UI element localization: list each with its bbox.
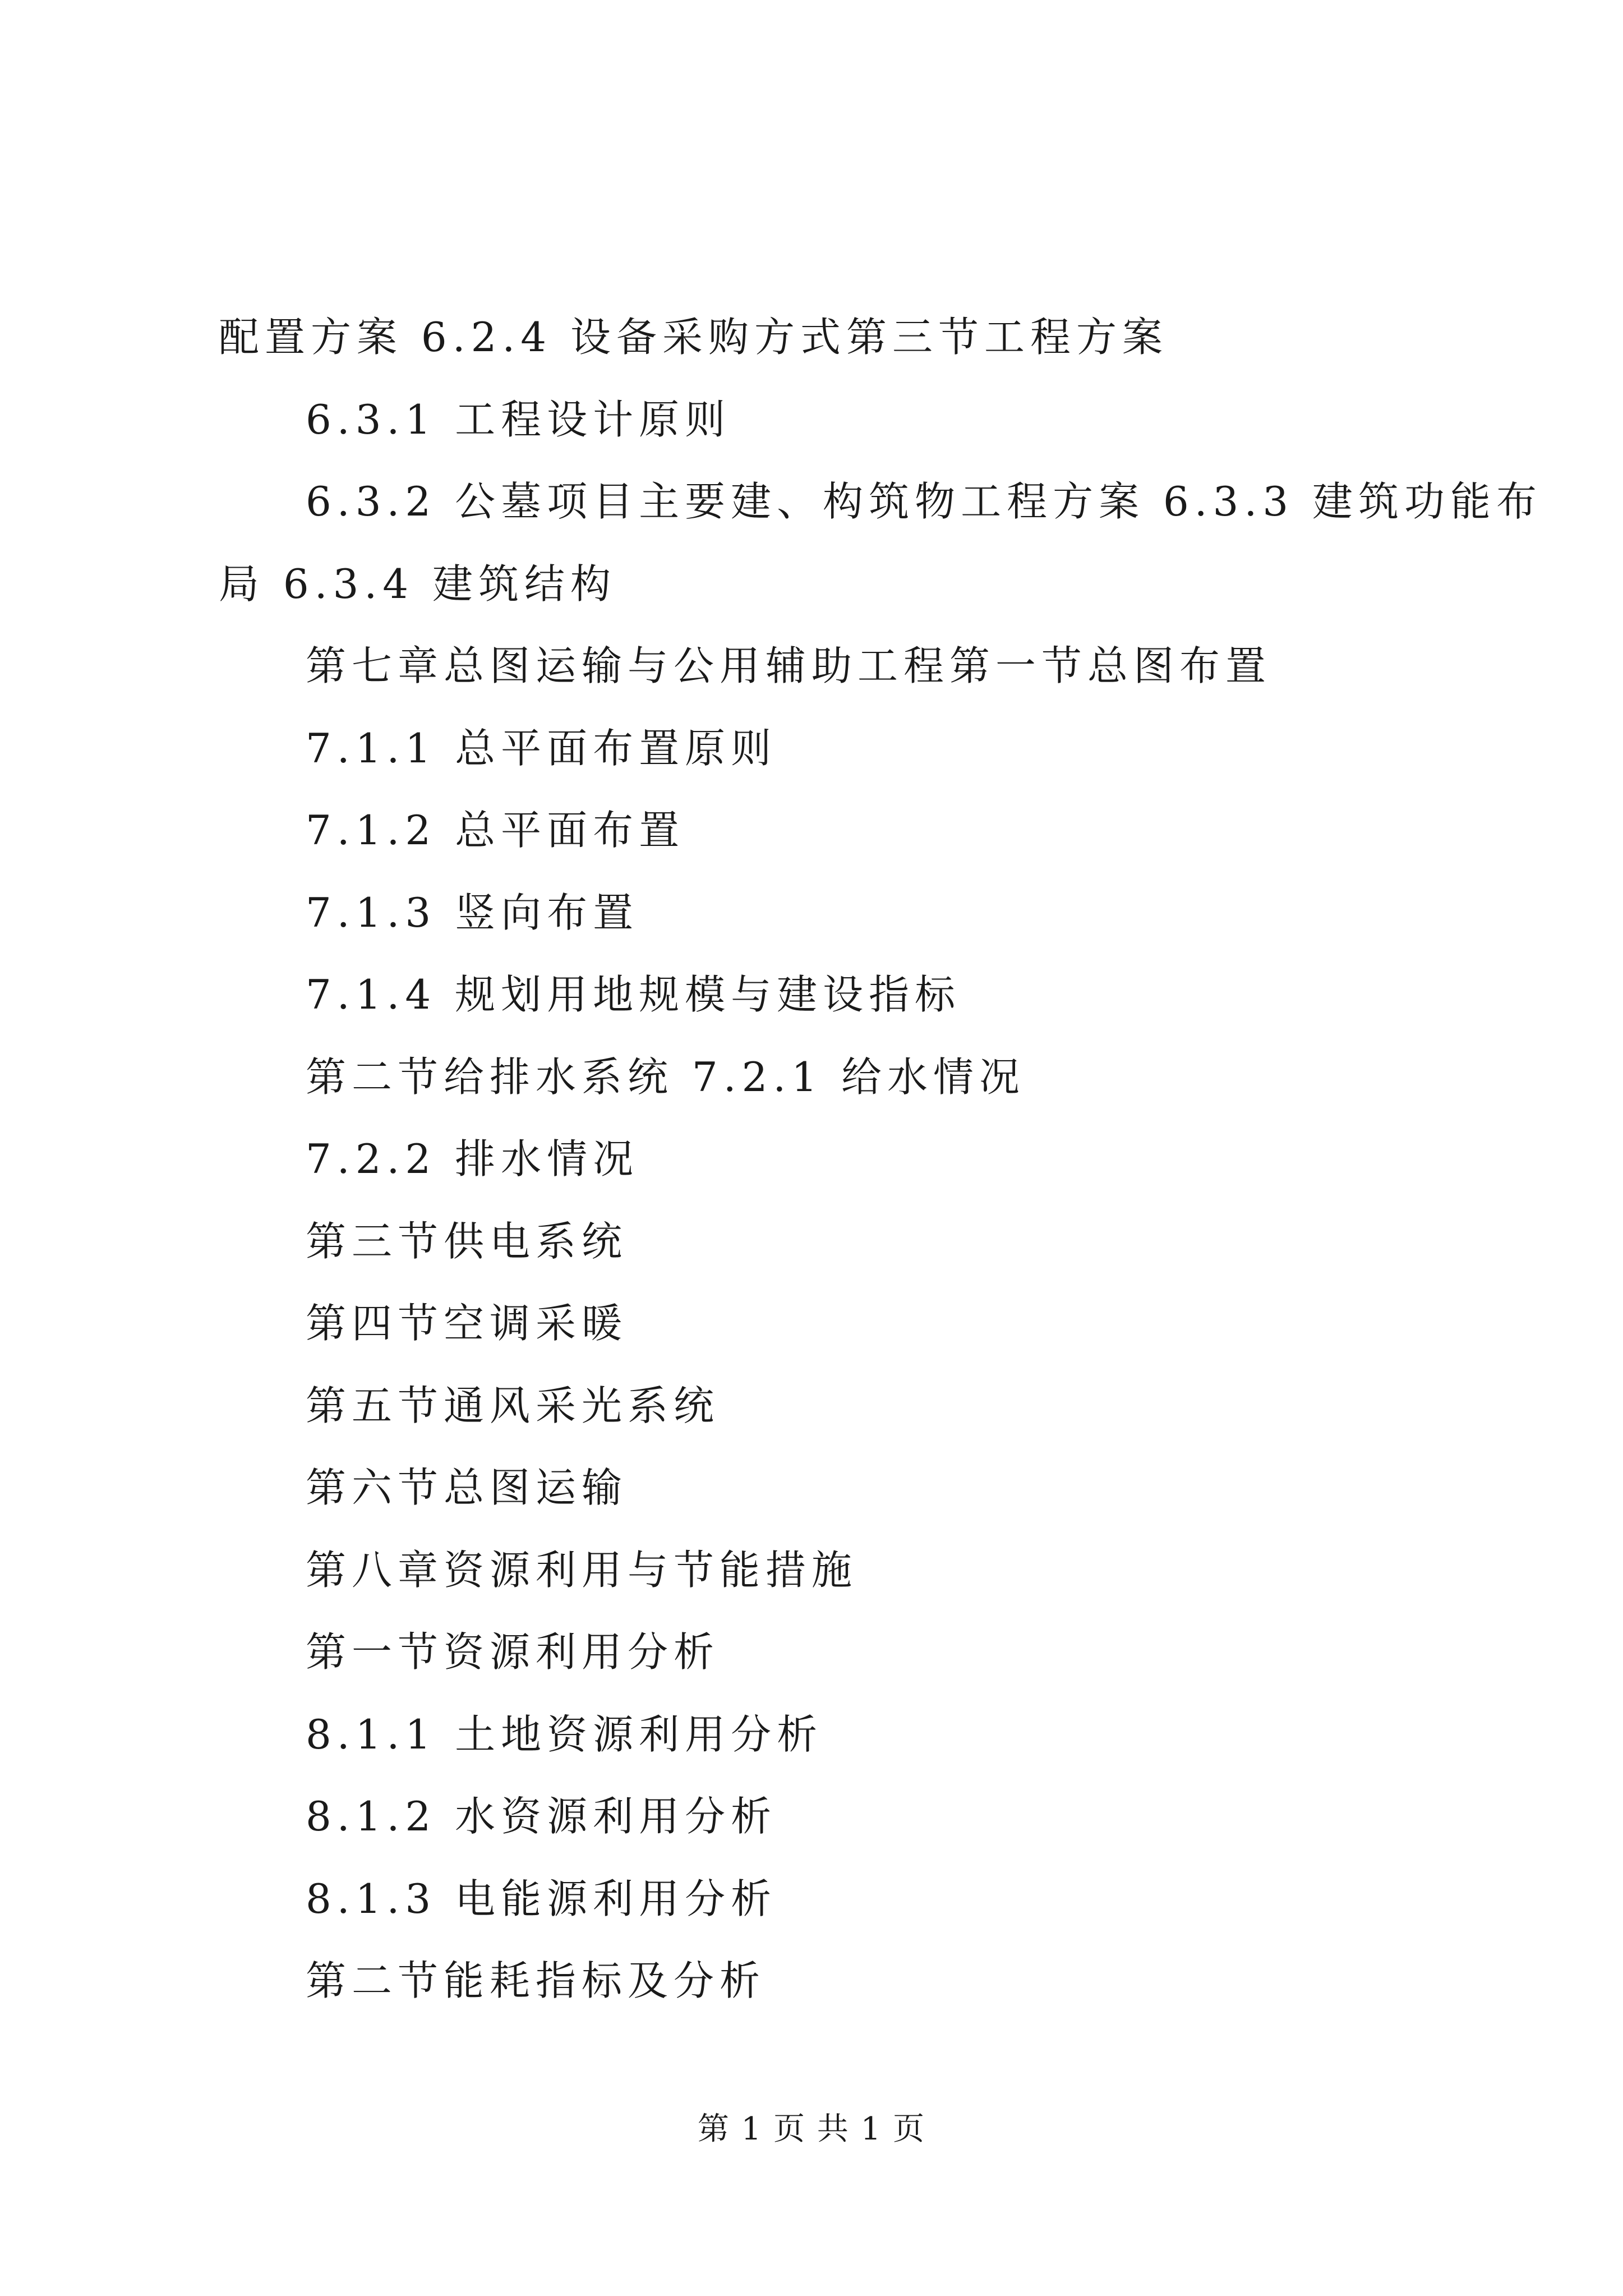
text-line: 6.3.1 工程设计原则 bbox=[306, 396, 731, 443]
text-line: 第五节通风采光系统 bbox=[306, 1382, 720, 1429]
text-line: 7.2.2 排水情况 bbox=[306, 1135, 639, 1182]
text-line: 第一节资源利用分析 bbox=[306, 1628, 720, 1676]
text-line: 第二节能耗指标及分析 bbox=[306, 1957, 766, 2004]
text-line: 7.1.2 总平面布置 bbox=[306, 807, 685, 854]
page-footer: 第 1 页 共 1 页 bbox=[697, 2111, 926, 2147]
text-line: 第七章总图运输与公用辅助工程第一节总图布置 bbox=[306, 642, 1272, 689]
text-line: 8.1.1 土地资源利用分析 bbox=[306, 1711, 823, 1758]
text-line: 第八章资源利用与节能措施 bbox=[306, 1547, 858, 1594]
text-line: 8.1.2 水资源利用分析 bbox=[306, 1793, 777, 1840]
text-line: 第六节总图运输 bbox=[306, 1464, 628, 1511]
text-line: 7.1.1 总平面布置原则 bbox=[306, 725, 777, 772]
text-line: 第四节空调采暖 bbox=[306, 1300, 628, 1347]
text-line: 第三节供电系统 bbox=[306, 1218, 628, 1265]
text-line: 7.1.4 规划用地规模与建设指标 bbox=[306, 971, 961, 1018]
text-line: 7.1.3 竖向布置 bbox=[306, 889, 639, 936]
text-line: 局 6.3.4 建筑结构 bbox=[219, 560, 616, 608]
text-line: 8.1.3 电能源利用分析 bbox=[306, 1875, 777, 1922]
text-line: 第二节给排水系统 7.2.1 给水情况 bbox=[306, 1053, 1025, 1101]
text-line: 6.3.2 公墓项目主要建、构筑物工程方案 6.3.3 建筑功能布 bbox=[306, 478, 1543, 525]
text-line: 配置方案 6.2.4 设备采购方式第三节工程方案 bbox=[219, 314, 1168, 361]
